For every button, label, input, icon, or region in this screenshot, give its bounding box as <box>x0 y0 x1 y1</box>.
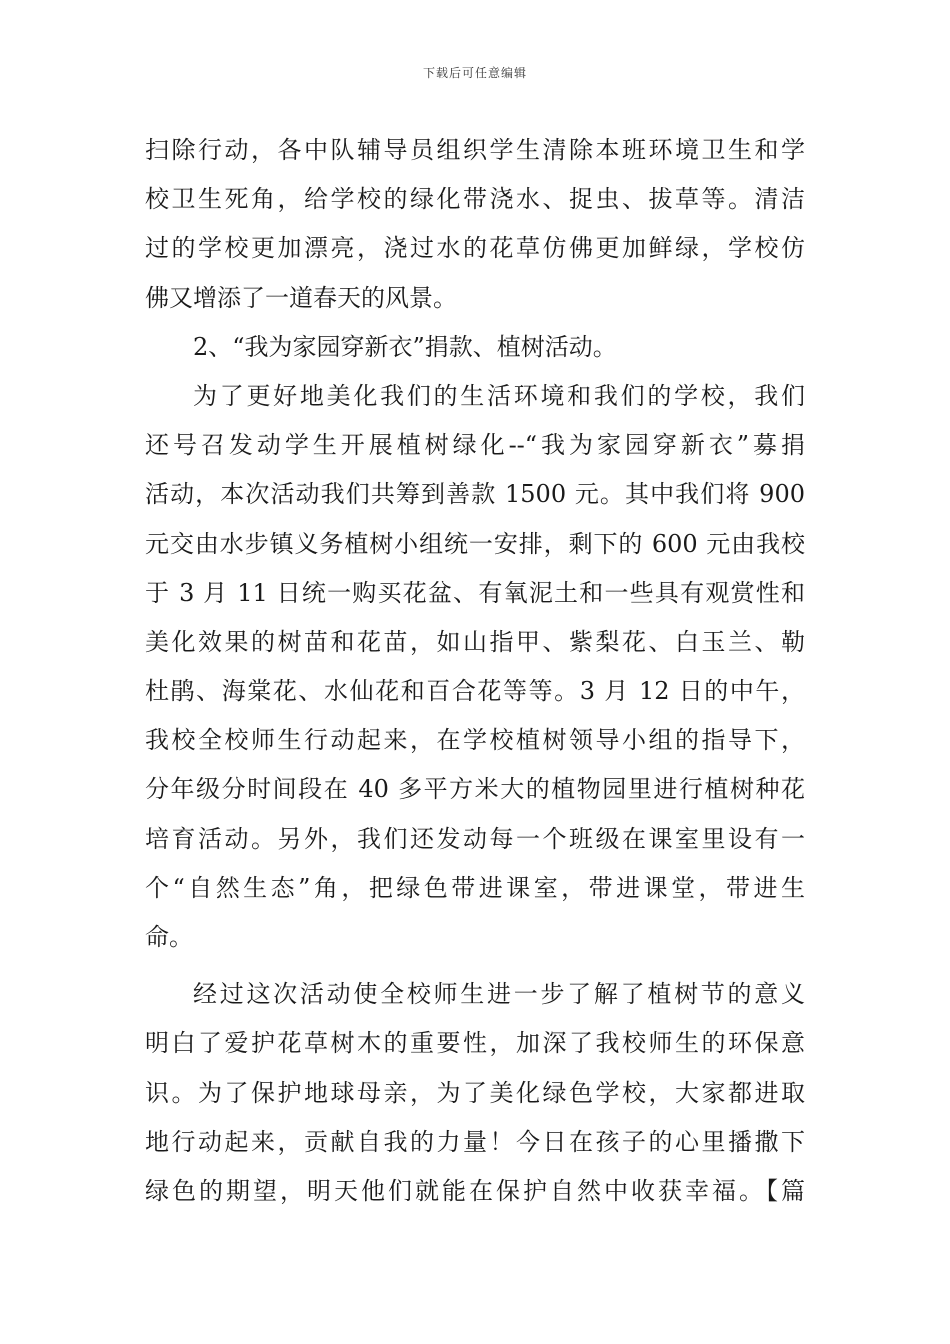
text-line: 我校全校师生行动起来，在学校植树领导小组的指导下， <box>145 726 805 755</box>
text-line: 个“自然生态”角，把绿色带进课室，带进课堂，带进生 <box>145 873 805 902</box>
text-line: 绿色的期望，明天他们就能在保护自然中收获幸福。【篇 <box>145 1176 805 1205</box>
paragraph-1 <box>145 126 805 323</box>
text-line: 地行动起来，贡献自我的力量！今日在孩子的心里播撒下 <box>145 1127 805 1156</box>
paragraph-3 <box>145 372 805 962</box>
paragraph-2 <box>145 323 805 372</box>
text-line: 分年级分时间段在 40 多平方米大的植物园里进行植树种花 <box>145 775 805 804</box>
text-line: 识。为了保护地球母亲，为了美化绿色学校，大家都进取 <box>145 1078 805 1107</box>
text-line: 经过这次活动使全校师生进一步了解了植树节的意义 <box>193 980 805 1009</box>
text-line: 活动，本次活动我们共筹到善款 1500 元。其中我们将 900 <box>145 480 805 509</box>
text-line: 培育活动。另外，我们还发动每一个班级在课室里设有一 <box>145 824 805 853</box>
text-line: 扫除行动，各中队辅导员组织学生清除本班环境卫生和学 <box>145 136 805 164</box>
paragraph-4 <box>145 970 805 1216</box>
document-body <box>145 126 805 1216</box>
text-line: 命。 <box>145 923 193 951</box>
text-line: 杜鹃、海棠花、水仙花和百合花等等。3 月 12 日的中午， <box>145 677 805 706</box>
text-line: 于 3 月 11 日统一购买花盆、有氧泥土和一些具有观赏性和 <box>145 578 805 607</box>
text-line: 元交由水步镇义务植树小组统一安排，剩下的 600 元由我校 <box>145 529 805 558</box>
page-header: 下载后可任意编辑 <box>422 66 527 80</box>
text-line: 佛又增添了一道春天的风景。 <box>145 283 457 312</box>
text-line: 校卫生死角，给学校的绿化带浇水、捉虫、拔草等。清洁 <box>145 185 805 214</box>
text-line: 明白了爱护花草树木的重要性，加深了我校师生的环保意 <box>145 1029 805 1058</box>
paragraph-gap <box>145 962 805 970</box>
section-heading: 2、“我为家园穿新衣”捐款、植树活动。 <box>193 332 617 361</box>
text-line: 过的学校更加漂亮，浇过水的花草仿佛更加鲜绿，学校仿 <box>145 234 805 263</box>
text-line: 还号召发动学生开展植树绿化--“我为家园穿新衣”募捐 <box>145 431 805 460</box>
text-line: 为了更好地美化我们的生活环境和我们的学校，我们 <box>193 381 805 410</box>
text-line: 美化效果的树苗和花苗，如山指甲、紫梨花、白玉兰、勒 <box>145 627 805 656</box>
